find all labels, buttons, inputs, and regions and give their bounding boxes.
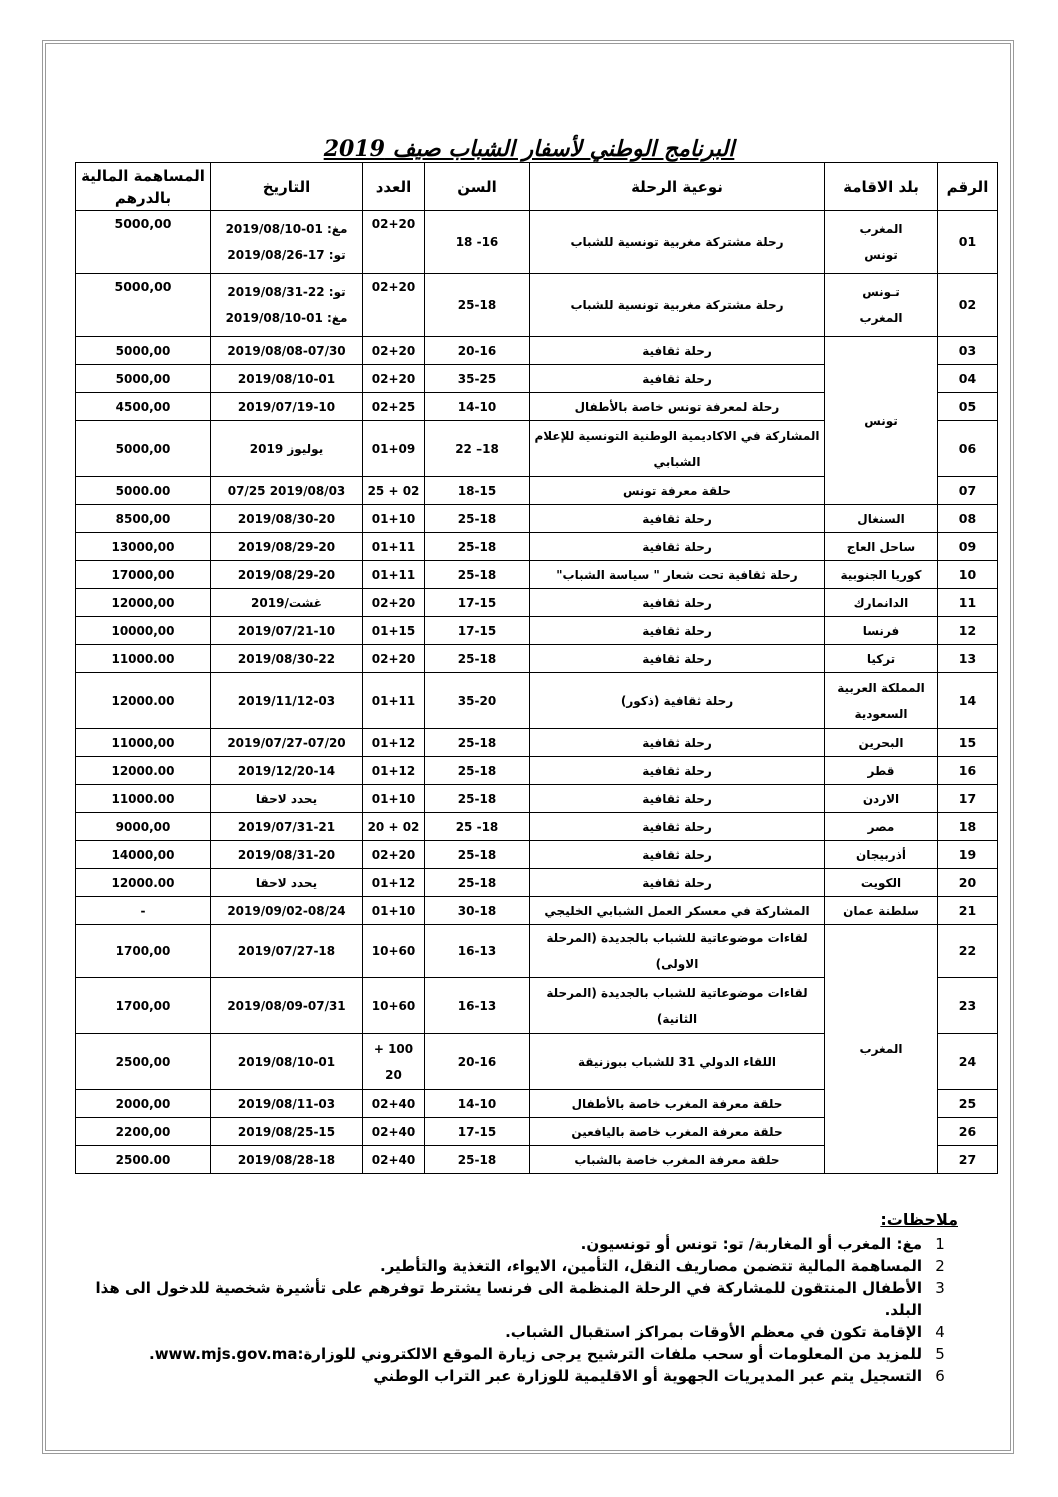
row-count: 10+60 bbox=[363, 978, 425, 1034]
row-contrib: 17000,00 bbox=[76, 561, 211, 589]
row-date: 2019/08/29-20 bbox=[211, 533, 363, 561]
table-row bbox=[76, 561, 998, 589]
row-date: 2019/07/27-18 bbox=[211, 925, 363, 978]
row-country: المغرب تونس bbox=[825, 211, 938, 274]
row-num: 27 bbox=[938, 1146, 998, 1174]
row-age: 25-18 bbox=[425, 1146, 530, 1174]
row-contrib: 11000.00 bbox=[76, 645, 211, 673]
table-row bbox=[76, 505, 998, 533]
row-country: الدانمارك bbox=[825, 589, 938, 617]
row-country-merged: تونس bbox=[825, 337, 938, 505]
table-row bbox=[76, 211, 998, 274]
row-type: رحلة مشتركة مغربية تونسية للشباب bbox=[530, 274, 825, 337]
row-date: 2019/09/02-08/24 bbox=[211, 897, 363, 925]
row-type: رحلة مشتركة مغربية تونسية للشباب bbox=[530, 211, 825, 274]
row-num: 20 bbox=[938, 869, 998, 897]
notes-title: ملاحظات: bbox=[880, 1210, 958, 1229]
row-num: 03 bbox=[938, 337, 998, 365]
row-count: 01+09 bbox=[363, 421, 425, 477]
row-num: 04 bbox=[938, 365, 998, 393]
row-contrib: 5000,00 bbox=[76, 337, 211, 365]
row-num: 13 bbox=[938, 645, 998, 673]
row-type: رحلة ثقافية (ذكور) bbox=[530, 673, 825, 729]
row-count: 01+10 bbox=[363, 897, 425, 925]
row-count: 02+40 bbox=[363, 1146, 425, 1174]
row-date: 2019/08/28-18 bbox=[211, 1146, 363, 1174]
row-age: 18– 22 bbox=[425, 421, 530, 477]
row-count: 02+40 bbox=[363, 1118, 425, 1146]
row-date: 2019/08/10-01 bbox=[211, 365, 363, 393]
row-date: 2019/08/29-20 bbox=[211, 561, 363, 589]
row-date: 2019/08/30-22 bbox=[211, 645, 363, 673]
row-num: 24 bbox=[938, 1034, 998, 1090]
row-num: 01 bbox=[938, 211, 998, 274]
row-type: المشاركة في معسكر العمل الشبابي الخليجي bbox=[530, 897, 825, 925]
row-type: رحلة ثقافية bbox=[530, 589, 825, 617]
row-num: 11 bbox=[938, 589, 998, 617]
row-count: 02+20 bbox=[363, 589, 425, 617]
row-num: 16 bbox=[938, 757, 998, 785]
row-count: 100 + 20 bbox=[363, 1034, 425, 1090]
row-count: 02+20 bbox=[363, 645, 425, 673]
row-contrib: 12000.00 bbox=[76, 673, 211, 729]
note-item: 1 مغ: المغرب أو المغاربة/ تو: تونس أو تونسيون. bbox=[580, 1235, 945, 1253]
row-type: رحلة ثقافية bbox=[530, 729, 825, 757]
row-age: 25-18 bbox=[425, 274, 530, 337]
row-age: 25-18 bbox=[425, 785, 530, 813]
row-age: 35-25 bbox=[425, 365, 530, 393]
page-title: البرنامج الوطني لأسفار الشباب صيف 2019 bbox=[323, 136, 735, 162]
row-type: اللقاء الدولي 31 للشباب ببوزنيقة bbox=[530, 1034, 825, 1090]
row-age: 20-16 bbox=[425, 337, 530, 365]
row-date: مغ: 01-2019/08/10 تو: 17-2019/08/26 bbox=[211, 211, 363, 274]
row-age: 25-18 bbox=[425, 757, 530, 785]
row-age: 18-15 bbox=[425, 477, 530, 505]
table-row bbox=[76, 274, 998, 337]
row-contrib: 5000.00 bbox=[76, 477, 211, 505]
row-age: 14-10 bbox=[425, 393, 530, 421]
table-row bbox=[76, 533, 998, 561]
header-contrib: المساهمة المالية بالدرهم bbox=[76, 163, 211, 211]
row-num: 05 bbox=[938, 393, 998, 421]
row-country: قطر bbox=[825, 757, 938, 785]
row-country: تـونس المغرب bbox=[825, 274, 938, 337]
header-age: السن bbox=[425, 163, 530, 211]
row-contrib: 2500.00 bbox=[76, 1146, 211, 1174]
row-num: 15 bbox=[938, 729, 998, 757]
row-num: 22 bbox=[938, 925, 998, 978]
row-type: رحلة ثقافية bbox=[530, 841, 825, 869]
row-contrib: 5000,00 bbox=[76, 274, 211, 337]
row-country: الكويت bbox=[825, 869, 938, 897]
row-count: 02+20 bbox=[363, 365, 425, 393]
row-num: 17 bbox=[938, 785, 998, 813]
table-row bbox=[76, 757, 998, 785]
row-contrib: 11000.00 bbox=[76, 785, 211, 813]
row-age: 17-15 bbox=[425, 617, 530, 645]
row-contrib: 14000,00 bbox=[76, 841, 211, 869]
row-age: 25-18 bbox=[425, 533, 530, 561]
row-age: 17-15 bbox=[425, 1118, 530, 1146]
row-type: رحلة ثقافية bbox=[530, 533, 825, 561]
row-country: أذربيجان bbox=[825, 841, 938, 869]
row-type: المشاركة في الاكاديمية الوطنية التونسية للإعلام الشبابي bbox=[530, 421, 825, 477]
row-count: 02 + 25 bbox=[363, 477, 425, 505]
row-num: 07 bbox=[938, 477, 998, 505]
row-contrib: 2500,00 bbox=[76, 1034, 211, 1090]
table-row bbox=[76, 337, 998, 365]
row-age: 25-18 bbox=[425, 561, 530, 589]
row-type: حلقة معرفة تونس bbox=[530, 477, 825, 505]
row-country: السنغال bbox=[825, 505, 938, 533]
row-country: مصر bbox=[825, 813, 938, 841]
row-age: 25-18 bbox=[425, 729, 530, 757]
row-age: 25-18 bbox=[425, 869, 530, 897]
row-num: 21 bbox=[938, 897, 998, 925]
table-row bbox=[76, 897, 998, 925]
note-item: 3 الأطفال المنتقون للمشاركة في الرحلة المنظمة الى فرنسا يشترط توفرهم على تأشيرة شخصية للدخول الى هذا البلد. bbox=[95, 1279, 945, 1319]
row-country: المملكة العربية السعودية bbox=[825, 673, 938, 729]
row-type: حلقة معرفة المغرب خاصة باليافعين bbox=[530, 1118, 825, 1146]
table-row bbox=[76, 617, 998, 645]
row-num: 14 bbox=[938, 673, 998, 729]
row-date: يحدد لاحقا bbox=[211, 869, 363, 897]
row-count: 01+11 bbox=[363, 533, 425, 561]
table-header-row bbox=[76, 163, 998, 211]
row-count: 01+10 bbox=[363, 785, 425, 813]
row-type: لقاءات موضوعاتية للشباب بالجديدة (المرحلة الاولى) bbox=[530, 925, 825, 978]
row-contrib: 10000,00 bbox=[76, 617, 211, 645]
row-contrib: - bbox=[76, 897, 211, 925]
header-country: بلد الاقامة bbox=[825, 163, 938, 211]
row-contrib: 12000.00 bbox=[76, 757, 211, 785]
note-item: 4 الإقامة تكون في معظم الأوقات بمراكز استقبال الشباب. bbox=[505, 1323, 945, 1341]
row-count: 01+11 bbox=[363, 673, 425, 729]
row-num: 25 bbox=[938, 1090, 998, 1118]
row-num: 09 bbox=[938, 533, 998, 561]
row-contrib: 2200,00 bbox=[76, 1118, 211, 1146]
header-count: العدد bbox=[363, 163, 425, 211]
row-contrib: 5000,00 bbox=[76, 365, 211, 393]
row-country: فرنسا bbox=[825, 617, 938, 645]
row-count: 02+40 bbox=[363, 1090, 425, 1118]
row-contrib: 5000,00 bbox=[76, 211, 211, 274]
row-type: لقاءات موضوعاتية للشباب بالجديدة (المرحلة الثانية) bbox=[530, 978, 825, 1034]
row-type: حلقة معرفة المغرب خاصة بالشباب bbox=[530, 1146, 825, 1174]
table-row bbox=[76, 841, 998, 869]
row-date: 2019/08/30-20 bbox=[211, 505, 363, 533]
row-country: سلطنة عمان bbox=[825, 897, 938, 925]
row-date: 2019/07/31-21 bbox=[211, 813, 363, 841]
row-type: رحلة ثقافية bbox=[530, 813, 825, 841]
row-contrib: 12000,00 bbox=[76, 589, 211, 617]
row-date: 2019/07/21-10 bbox=[211, 617, 363, 645]
row-contrib: 12000.00 bbox=[76, 869, 211, 897]
row-age: 25-18 bbox=[425, 841, 530, 869]
row-contrib: 5000,00 bbox=[76, 421, 211, 477]
row-date: 2019/08/03 07/25 bbox=[211, 477, 363, 505]
row-age: 16-13 bbox=[425, 925, 530, 978]
row-contrib: 2000,00 bbox=[76, 1090, 211, 1118]
row-date: 2019/12/20-14 bbox=[211, 757, 363, 785]
row-country: الاردن bbox=[825, 785, 938, 813]
row-num: 26 bbox=[938, 1118, 998, 1146]
row-count: 02+20 bbox=[363, 337, 425, 365]
row-date: غشت/2019 bbox=[211, 589, 363, 617]
row-country-merged: المغرب bbox=[825, 925, 938, 1174]
row-count: 02 + 20 bbox=[363, 813, 425, 841]
row-type: حلقة معرفة المغرب خاصة بالأطفال bbox=[530, 1090, 825, 1118]
row-contrib: 13000,00 bbox=[76, 533, 211, 561]
row-type: رحلة ثقافية bbox=[530, 505, 825, 533]
row-type: رحلة ثقافية تحت شعار " سياسة الشباب" bbox=[530, 561, 825, 589]
row-count: 01+10 bbox=[363, 505, 425, 533]
row-country: ساحل العاج bbox=[825, 533, 938, 561]
note-item: 6 التسجيل يتم عبر المديريات الجهوية أو الاقليمية للوزارة عبر التراب الوطني bbox=[373, 1367, 945, 1385]
row-date: 2019/08/11-03 bbox=[211, 1090, 363, 1118]
row-num: 06 bbox=[938, 421, 998, 477]
row-age: 17-15 bbox=[425, 589, 530, 617]
row-age: 14-10 bbox=[425, 1090, 530, 1118]
header-type: نوعية الرحلة bbox=[530, 163, 825, 211]
header-date: التاريخ bbox=[211, 163, 363, 211]
table-row bbox=[76, 645, 998, 673]
row-date: تو: 22-2019/08/31 مغ: 01-2019/08/10 bbox=[211, 274, 363, 337]
row-type: رحلة ثقافية bbox=[530, 785, 825, 813]
row-type: رحلة ثقافية bbox=[530, 645, 825, 673]
row-count: 02+20 bbox=[363, 841, 425, 869]
row-type: رحلة ثقافية bbox=[530, 337, 825, 365]
row-type: رحلة لمعرفة تونس خاصة بالأطفال bbox=[530, 393, 825, 421]
program-table bbox=[75, 162, 998, 1174]
row-country: البحرين bbox=[825, 729, 938, 757]
table-row bbox=[76, 869, 998, 897]
row-country: تركيا bbox=[825, 645, 938, 673]
row-date: 2019/07/27-07/20 bbox=[211, 729, 363, 757]
row-date: يحدد لاحقا bbox=[211, 785, 363, 813]
table-row bbox=[76, 785, 998, 813]
row-count: 01+11 bbox=[363, 561, 425, 589]
row-count: 01+15 bbox=[363, 617, 425, 645]
row-date: يوليوز 2019 bbox=[211, 421, 363, 477]
table-row bbox=[76, 673, 998, 729]
row-contrib: 4500,00 bbox=[76, 393, 211, 421]
row-count: 01+12 bbox=[363, 757, 425, 785]
row-age: 16-13 bbox=[425, 978, 530, 1034]
row-contrib: 9000,00 bbox=[76, 813, 211, 841]
row-contrib: 1700,00 bbox=[76, 978, 211, 1034]
row-count: 02+20 bbox=[363, 211, 425, 274]
row-date: 2019/11/12-03 bbox=[211, 673, 363, 729]
row-type: رحلة ثقافية bbox=[530, 757, 825, 785]
row-date: 2019/08/25-15 bbox=[211, 1118, 363, 1146]
row-date: 2019/08/31-20 bbox=[211, 841, 363, 869]
table-row bbox=[76, 729, 998, 757]
row-age: 25-18 bbox=[425, 645, 530, 673]
row-type: رحلة ثقافية bbox=[530, 869, 825, 897]
row-count: 02+25 bbox=[363, 393, 425, 421]
row-age: 25-18 bbox=[425, 505, 530, 533]
row-contrib: 11000,00 bbox=[76, 729, 211, 757]
row-age: 18- 25 bbox=[425, 813, 530, 841]
row-num: 08 bbox=[938, 505, 998, 533]
note-item: 5 للمزيد من المعلومات أو سحب ملفات الترشيح يرجى زيارة الموقع الالكتروني للوزارة:www.mjs.gov.ma. bbox=[148, 1345, 945, 1363]
row-num: 02 bbox=[938, 274, 998, 337]
row-type: رحلة ثقافية bbox=[530, 617, 825, 645]
row-num: 18 bbox=[938, 813, 998, 841]
row-age: 30-18 bbox=[425, 897, 530, 925]
row-date: 2019/08/09-07/31 bbox=[211, 978, 363, 1034]
row-contrib: 8500,00 bbox=[76, 505, 211, 533]
row-count: 10+60 bbox=[363, 925, 425, 978]
row-age: 20-16 bbox=[425, 1034, 530, 1090]
row-count: 01+12 bbox=[363, 869, 425, 897]
row-contrib: 1700,00 bbox=[76, 925, 211, 978]
row-date: 2019/08/10-01 bbox=[211, 1034, 363, 1090]
row-date: 2019/08/08-07/30 bbox=[211, 337, 363, 365]
table-row bbox=[76, 589, 998, 617]
row-date: 2019/07/19-10 bbox=[211, 393, 363, 421]
row-age: 35-20 bbox=[425, 673, 530, 729]
note-item: 2 المساهمة المالية تتضمن مصاريف النقل، التأمين، الايواء، التغذية والتأطير. bbox=[380, 1257, 945, 1275]
row-age: 16- 18 bbox=[425, 211, 530, 274]
row-num: 10 bbox=[938, 561, 998, 589]
row-count: 02+20 bbox=[363, 274, 425, 337]
row-count: 01+12 bbox=[363, 729, 425, 757]
notes-section bbox=[78, 1210, 958, 1387]
table-row bbox=[76, 925, 998, 978]
row-num: 23 bbox=[938, 978, 998, 1034]
table-row bbox=[76, 813, 998, 841]
row-country: كوريا الجنوبية bbox=[825, 561, 938, 589]
row-num: 19 bbox=[938, 841, 998, 869]
row-num: 12 bbox=[938, 617, 998, 645]
row-type: رحلة ثقافية bbox=[530, 365, 825, 393]
header-num: الرقم bbox=[938, 163, 998, 211]
